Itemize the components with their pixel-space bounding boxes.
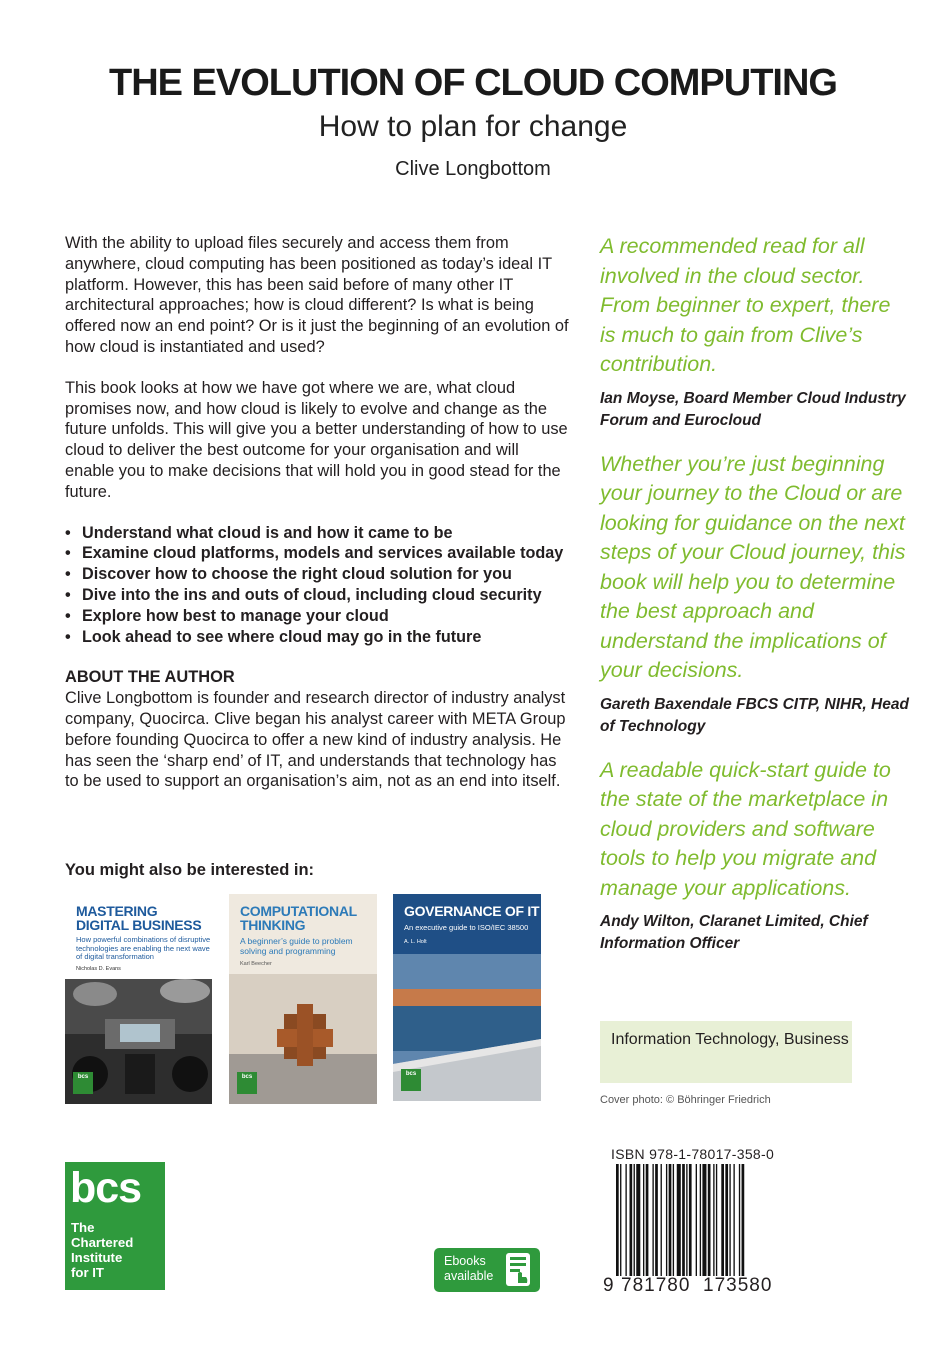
bcs-tagline-line: for IT <box>71 1265 104 1280</box>
related-books-heading: You might also be interested in: <box>65 861 315 879</box>
barcode-bar <box>646 1164 649 1276</box>
barcode-bar <box>643 1164 644 1276</box>
tablet-hand-icon <box>506 1253 530 1286</box>
barcode-digits-group-2: 173580 <box>703 1275 773 1296</box>
barcode-bar <box>661 1164 662 1276</box>
related-book-author: A. L. Holt <box>404 939 427 945</box>
barcode-bar <box>696 1164 697 1276</box>
barcode-bar <box>700 1164 701 1276</box>
review-attribution: Andy Wilton, Claranet Limited, Chief Information Officer <box>600 913 868 952</box>
related-book-subtitle: How powerful combinations of disruptive technologies are enabling the next wave of digital transformation <box>76 935 211 961</box>
cover-photo-credit: Cover photo: © Böhringer Friedrich <box>600 1094 771 1106</box>
barcode-bar <box>677 1164 681 1276</box>
barcode-bar <box>634 1164 635 1276</box>
book-title: THE EVOLUTION OF CLOUD COMPUTING <box>109 62 837 104</box>
barcode-bar <box>702 1164 706 1276</box>
barcode-bar <box>682 1164 685 1276</box>
bcs-mini-logo: bcs <box>237 1072 257 1094</box>
review-quote: A readable quick-start guide to the state of the marketplace in cloud providers and software tools to help you migrate and manage your applications. <box>600 757 891 900</box>
ebooks-line: Ebooks <box>444 1254 486 1268</box>
related-book-author: Nicholas D. Evans <box>76 966 121 972</box>
review-attribution: Gareth Baxendale FBCS CITP, NIHR, Head of Technology <box>600 695 909 735</box>
review-quote: Whether you’re just beginning your journey to the Cloud or are looking for guidance on the next steps of your Cloud journey, this book will help you to determine the best approach and understand the implications of your decisions. <box>600 451 906 682</box>
feature-item: • Examine cloud platforms, models and services available today <box>65 543 570 564</box>
feature-item: • Look ahead to see where cloud may go in the future <box>65 627 570 648</box>
barcode-bar <box>652 1164 653 1276</box>
feature-list <box>65 523 570 648</box>
bcs-logo-tagline <box>71 1220 133 1280</box>
barcode-bar <box>625 1164 626 1276</box>
feature-item: • Understand what cloud is and how it came to be <box>65 523 570 544</box>
related-book-author: Karl Beecher <box>240 961 272 967</box>
barcode-bar <box>630 1164 633 1276</box>
feature-item: • Explore how best to manage your cloud <box>65 606 570 627</box>
barcode-bar <box>669 1164 672 1276</box>
barcode-bar <box>708 1164 711 1276</box>
barcode-bar <box>686 1164 687 1276</box>
review-quote: A recommended read for all involved in the cloud sector. From beginner to expert, there is much to gain from Clive’s contribution. <box>600 234 891 376</box>
barcode-bar <box>733 1164 734 1276</box>
barcode-bar <box>666 1164 667 1276</box>
blurb-paragraph-2: This book looks at how we have got where we are, what cloud promises now, and how cloud is likely to evolve and change as the future unfolds. This will give you a better understanding of how to use cloud to deliver the best outcome for your organisation and will enable you to make decisions that will hold you in good stead for the future. <box>65 378 568 501</box>
related-book-title: GOVERNANCE OF IT <box>404 903 540 919</box>
barcode-bar <box>742 1164 745 1276</box>
barcode-bar <box>729 1164 730 1276</box>
barcode-bar <box>655 1164 658 1276</box>
bcs-mini-logo: bcs <box>73 1072 93 1094</box>
ebooks-badge-text <box>444 1254 493 1284</box>
category-box: Information Technology, Business <box>600 1021 852 1083</box>
bcs-logo <box>65 1162 165 1290</box>
feature-item: • Discover how to choose the right cloud solution for you <box>65 564 570 585</box>
about-author-heading: ABOUT THE AUTHOR <box>65 668 235 687</box>
blurb-paragraph-1: With the ability to upload files securely and access them from anywhere, cloud computing has been positioned as today’s ideal IT platform. However, this has been said before of many other IT architectural approaches; how is cloud different? Is what is being offered now an end point? Or is it just the beginning of an evolution of how cloud is instantiated and used? <box>65 234 569 356</box>
barcode-bar <box>725 1164 728 1276</box>
barcode-bar <box>673 1164 674 1276</box>
blurb-column <box>65 233 570 792</box>
related-book-title: MASTERING DIGITAL BUSINESS <box>76 903 202 933</box>
bcs-mini-logo: bcs <box>401 1069 421 1091</box>
bcs-logo-letters: bcs <box>70 1164 142 1212</box>
related-book-computational-thinking[interactable] <box>229 894 377 1104</box>
barcode-digits-group-1: 781780 <box>621 1275 691 1296</box>
barcode-bar <box>739 1164 740 1276</box>
related-book-subtitle: A beginner’s guide to problem solving and programming <box>240 936 353 956</box>
ebooks-line: available <box>444 1269 494 1283</box>
barcode-digit-first: 9 <box>603 1275 614 1296</box>
barcode-bar <box>721 1164 724 1276</box>
barcode-bar <box>616 1164 619 1276</box>
review-attribution: Ian Moyse, Board Member Cloud Industry Forum and Eurocloud <box>600 389 906 429</box>
related-book-title: COMPUTATIONAL THINKING <box>240 903 357 933</box>
about-author-text: Clive Longbottom is founder and research director of industry analyst company, Quocirca. Clive began his analyst career with META Group before founding Quocirca to offer a new kind of industry analysis. He has seen the ‘sharp end’ of IT, and understands that technology has to be used to support an organisation’s aim, not as an end into itself. <box>65 689 566 791</box>
barcode-bar <box>713 1164 714 1276</box>
reviews-column <box>600 232 910 973</box>
barcode <box>616 1164 776 1276</box>
bcs-tagline-line: Chartered <box>71 1235 134 1250</box>
ebooks-available-badge <box>434 1248 540 1292</box>
book-author: Clive Longbottom <box>395 158 551 180</box>
barcode-bar <box>620 1164 621 1276</box>
bcs-tagline-line: Institute <box>71 1250 123 1265</box>
barcode-bar <box>716 1164 717 1276</box>
feature-item: • Dive into the ins and outs of cloud, including cloud security <box>65 585 570 606</box>
isbn-label: ISBN 978-1-78017-358-0 <box>611 1146 775 1162</box>
related-book-subtitle: An executive guide to ISO/IEC 38500 <box>404 923 529 932</box>
related-book-mastering-digital-business[interactable] <box>65 894 212 1104</box>
book-subtitle: How to plan for change <box>318 110 628 143</box>
barcode-bar <box>689 1164 692 1276</box>
barcode-bar <box>636 1164 640 1276</box>
bcs-tagline-line: The <box>71 1220 95 1235</box>
related-book-governance-of-it[interactable] <box>393 894 541 1101</box>
tablet-icon <box>506 1253 530 1286</box>
